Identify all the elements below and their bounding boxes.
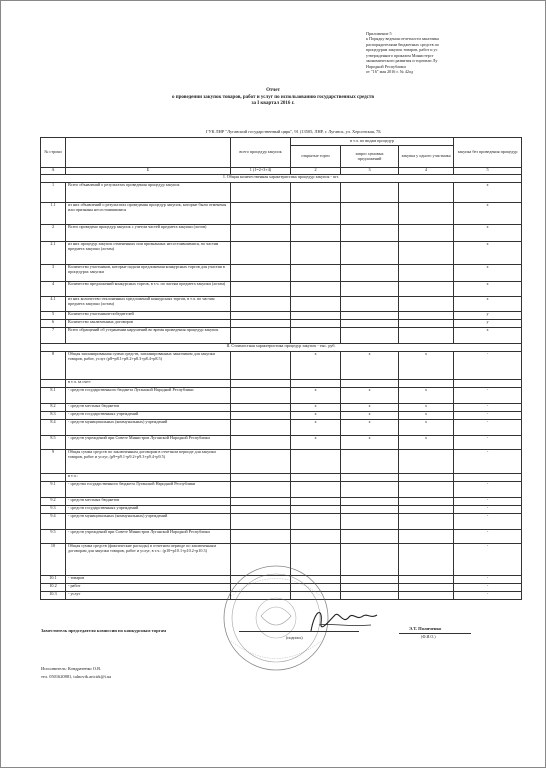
value-cell: - xyxy=(454,352,522,380)
value-cell: - xyxy=(454,498,522,506)
value-cell: х xyxy=(291,388,341,404)
value-cell: - xyxy=(454,576,522,584)
value-cell xyxy=(399,450,454,474)
value-cell xyxy=(341,482,399,498)
name-caption: (Ф.И.О.) xyxy=(421,634,436,639)
table-row xyxy=(41,242,522,265)
table-row xyxy=(41,388,522,404)
value-cell xyxy=(231,320,291,328)
value-cell xyxy=(341,450,399,474)
value-cell: х xyxy=(341,412,399,420)
value-cell: х xyxy=(399,352,454,380)
value-cell: у xyxy=(454,320,522,328)
header-row-number: № строки xyxy=(41,138,66,168)
value-cell: х xyxy=(291,352,341,380)
executor-name: Исполнитель: Кондратенко О.В. xyxy=(41,666,102,671)
value-cell xyxy=(341,297,399,312)
value-cell: х xyxy=(454,297,522,312)
value-cell: - xyxy=(454,482,522,498)
row-number: 2.1 xyxy=(41,242,66,265)
value-cell: х xyxy=(399,404,454,412)
table-row xyxy=(41,404,522,412)
value-cell xyxy=(454,380,522,388)
value-cell xyxy=(231,474,291,482)
row-number: 8.4 xyxy=(41,420,66,436)
value-cell xyxy=(399,203,454,225)
row-number: 5 xyxy=(41,312,66,320)
table-row xyxy=(41,498,522,506)
table-row xyxy=(41,297,522,312)
row-description: из них объявлений о результатах проведения процедур закупок, которые были отменены или признаны несостоявшимися xyxy=(66,203,231,225)
row-description: Всего объявлений о результатах проведения процедур закупок xyxy=(66,183,231,203)
organization-name: ГУК ЛНР "Луганский государственный цирк", 91 (13505, ЛНР, г. Луганск, ул. Херсонская, 7Б xyxy=(206,129,381,134)
value-cell xyxy=(231,352,291,380)
value-cell xyxy=(341,265,399,282)
row-description: Количество заключенных договоров xyxy=(66,320,231,328)
header-price-quotes: запрос ценовых предложений xyxy=(341,146,399,168)
row-description: Общая запланированная сумма средств, запланированных заказчиком для закупки товаров, работ, услуг (р8=р8.1+р8.2+р8.3+р8.4+р8.5) xyxy=(66,352,231,380)
value-cell xyxy=(399,592,454,600)
signature-caption: (подпись) xyxy=(286,635,303,640)
report-table xyxy=(40,137,522,600)
value-cell xyxy=(399,474,454,482)
value-cell xyxy=(454,474,522,482)
row-description: Количество участников, которые подали предложения конкурсных торгов для участия в процедурах закупки xyxy=(66,265,231,282)
row-description: - средств муниципальных (коммунальных) учреждений xyxy=(66,514,231,530)
value-cell xyxy=(291,203,341,225)
value-cell: - xyxy=(454,388,522,404)
value-cell xyxy=(399,282,454,297)
value-cell xyxy=(291,183,341,203)
value-cell xyxy=(341,203,399,225)
executor-info xyxy=(41,665,111,681)
table-row xyxy=(41,420,522,436)
value-cell xyxy=(291,482,341,498)
row-description: из них количество отклоненных предложений конкурсных торгов, в т.ч. по частям предмета закупки (лотам) xyxy=(66,297,231,312)
value-cell xyxy=(399,265,454,282)
value-cell xyxy=(341,242,399,265)
value-cell xyxy=(341,282,399,297)
row-number: 10 xyxy=(41,544,66,576)
value-cell: у xyxy=(454,312,522,320)
value-cell: х xyxy=(454,225,522,242)
value-cell xyxy=(399,544,454,576)
row-number: 8.5 xyxy=(41,436,66,450)
row-number: 9.2 xyxy=(41,498,66,506)
value-cell xyxy=(341,530,399,544)
row-number: 3 xyxy=(41,265,66,282)
value-cell xyxy=(291,506,341,514)
value-cell: - xyxy=(454,450,522,474)
value-cell: х xyxy=(291,412,341,420)
value-cell xyxy=(399,225,454,242)
value-cell: х xyxy=(291,436,341,450)
table-row xyxy=(41,450,522,474)
value-cell: х xyxy=(454,183,522,203)
value-cell xyxy=(291,282,341,297)
row-number: 7 xyxy=(41,328,66,344)
table-row xyxy=(41,412,522,420)
section-two-title: II. Стоимостная характеристика процедур закупок - тыс. руб. xyxy=(41,344,522,352)
value-cell xyxy=(231,328,291,344)
table-row xyxy=(41,320,522,328)
row-number: 4 xyxy=(41,282,66,297)
value-cell xyxy=(341,320,399,328)
value-cell xyxy=(231,450,291,474)
value-cell xyxy=(231,203,291,225)
row-number: 8.3 xyxy=(41,412,66,420)
row-number: 9.4 xyxy=(41,514,66,530)
executor-contacts: тел. 0501620881, tulnovik.artcirk@i.ua xyxy=(41,673,112,679)
value-cell xyxy=(399,328,454,344)
appendix-line: от "16" мая 2016 г. № 42од xyxy=(366,69,414,75)
value-cell xyxy=(399,320,454,328)
value-cell: х xyxy=(341,352,399,380)
row-number: 1 xyxy=(41,183,66,203)
header-by-type: в т.ч. по видам процедур xyxy=(291,138,454,146)
value-cell xyxy=(291,312,341,320)
row-number xyxy=(41,380,66,388)
value-cell xyxy=(341,592,399,600)
row-description: - средств государственных учреждений xyxy=(66,506,231,514)
value-cell xyxy=(231,388,291,404)
report-title xyxy=(1,88,545,108)
table-row xyxy=(41,328,522,344)
row-number: 4.1 xyxy=(41,297,66,312)
code-cell: 4 xyxy=(399,168,454,175)
row-description: Общая сумма средств по заключенным договорам в отчетном периоде для закупки товаров, работ и услуг, (р9=р9.1+р9.2+р9.3+р9.4+р9.5) xyxy=(66,450,231,474)
table-row xyxy=(41,352,522,380)
row-number: 10.2 xyxy=(41,584,66,592)
value-cell xyxy=(231,297,291,312)
value-cell xyxy=(231,265,291,282)
value-cell xyxy=(291,474,341,482)
value-cell: - xyxy=(454,530,522,544)
value-cell: х xyxy=(399,412,454,420)
row-description: - услуг xyxy=(66,592,231,600)
row-description: - работ xyxy=(66,584,231,592)
row-description: в т.ч.: xyxy=(66,474,231,482)
table-row xyxy=(41,436,522,450)
row-number: 1.1 xyxy=(41,203,66,225)
table-row xyxy=(41,474,522,482)
value-cell xyxy=(231,225,291,242)
value-cell xyxy=(399,530,454,544)
value-cell xyxy=(291,380,341,388)
report-title-line3: за I квартал 2016 г. xyxy=(251,101,295,106)
signature-label: Заместитель председателя комиссии по конкурсным торгам xyxy=(41,628,167,633)
value-cell xyxy=(291,265,341,282)
table-row xyxy=(41,203,522,225)
row-number: 2 xyxy=(41,225,66,242)
value-cell: х xyxy=(399,388,454,404)
row-number: 8.2 xyxy=(41,404,66,412)
row-description: - средств местных бюджетов xyxy=(66,404,231,412)
appendix-line: утвержденного приказом Министерст xyxy=(366,52,434,58)
header-open-tenders: открытые торги xyxy=(291,146,341,168)
value-cell: - xyxy=(454,436,522,450)
value-cell: х xyxy=(454,265,522,282)
row-number: 9 xyxy=(41,450,66,474)
signatory-name: Э.Т. Поличенко xyxy=(409,626,442,631)
value-cell xyxy=(341,576,399,584)
code-cell: 2 xyxy=(291,168,341,175)
row-description: - товаров xyxy=(66,576,231,584)
value-cell xyxy=(399,506,454,514)
code-cell: А xyxy=(41,168,66,175)
row-description: Количество участников-победителей xyxy=(66,312,231,320)
code-cell: 5 xyxy=(454,168,522,175)
value-cell xyxy=(231,506,291,514)
value-cell xyxy=(291,225,341,242)
value-cell: х xyxy=(399,420,454,436)
value-cell: - xyxy=(454,404,522,412)
row-number: 10.3 xyxy=(41,592,66,600)
value-cell: х xyxy=(291,404,341,412)
value-cell xyxy=(399,297,454,312)
row-number: 8.1 xyxy=(41,388,66,404)
row-description: Всего обращений об устранении нарушений во время проведения процедур закупок xyxy=(66,328,231,344)
row-description: - средств муниципальных (коммунальных) учреждений xyxy=(66,420,231,436)
value-cell xyxy=(399,514,454,530)
value-cell xyxy=(341,328,399,344)
value-cell xyxy=(291,320,341,328)
table-row xyxy=(41,506,522,514)
row-description: - средств учреждений при Совете Министров Луганской Народной Республики xyxy=(66,436,231,450)
value-cell xyxy=(341,506,399,514)
row-description: - средства государственного бюджета Луганской Народной Республики xyxy=(66,482,231,498)
table-row xyxy=(41,265,522,282)
value-cell xyxy=(341,225,399,242)
row-number: 6 xyxy=(41,320,66,328)
value-cell xyxy=(231,312,291,320)
value-cell: - xyxy=(454,592,522,600)
signature-line xyxy=(239,631,359,632)
value-cell: х xyxy=(454,328,522,344)
value-cell: х xyxy=(341,404,399,412)
header-blank xyxy=(66,138,231,168)
value-cell xyxy=(341,474,399,482)
appendix-note xyxy=(366,31,526,75)
value-cell xyxy=(399,584,454,592)
value-cell: - xyxy=(454,514,522,530)
value-cell xyxy=(341,544,399,576)
value-cell xyxy=(341,584,399,592)
code-cell: 3 xyxy=(341,168,399,175)
value-cell: - xyxy=(454,584,522,592)
value-cell: х xyxy=(341,388,399,404)
value-cell xyxy=(231,498,291,506)
row-number: 8 xyxy=(41,352,66,380)
row-description: Общая сумма средств (фактические расходы) в отчетном периоде по заключенным договорам для закупки товаров, работ и услуг, в т.ч.: (р10=р10.1+р10.2+р10.3) xyxy=(66,544,231,576)
value-cell: х xyxy=(341,420,399,436)
value-cell xyxy=(231,436,291,450)
value-cell xyxy=(399,380,454,388)
value-cell: х xyxy=(399,436,454,450)
row-description: в т.ч. за счет: xyxy=(66,380,231,388)
row-description: - средств местных бюджетов xyxy=(66,498,231,506)
value-cell xyxy=(341,380,399,388)
table-row xyxy=(41,514,522,530)
table-row xyxy=(41,183,522,203)
value-cell xyxy=(231,183,291,203)
appendix-line: распорядителями бюджетных средств по xyxy=(366,41,440,47)
value-cell xyxy=(399,242,454,265)
code-row xyxy=(41,168,522,175)
value-cell xyxy=(291,328,341,344)
value-cell xyxy=(341,498,399,506)
table-row xyxy=(41,482,522,498)
value-cell xyxy=(399,183,454,203)
table-row xyxy=(41,312,522,320)
table-row xyxy=(41,380,522,388)
appendix-line: Народной Республики xyxy=(366,63,406,69)
value-cell xyxy=(231,380,291,388)
value-cell xyxy=(231,242,291,265)
row-number: 10.1 xyxy=(41,576,66,584)
appendix-line: процедурам закупок товаров, работ и ус xyxy=(366,47,438,53)
section-one-title: I. Общая количественная характеристика процедур закупок - шт. xyxy=(41,175,522,183)
table-row xyxy=(41,530,522,544)
appendix-line: Приложение 5 xyxy=(366,31,392,36)
value-cell xyxy=(399,576,454,584)
value-cell: х xyxy=(454,242,522,265)
row-description: Количество предложений конкурсных торгов, в т.ч. по частям предмета закупки (лотам) xyxy=(66,282,231,297)
row-number: 9.5 xyxy=(41,530,66,544)
value-cell xyxy=(291,514,341,530)
table-row xyxy=(41,225,522,242)
value-cell xyxy=(341,183,399,203)
row-number xyxy=(41,474,66,482)
value-cell xyxy=(341,514,399,530)
header-no-procedure: закупка без проведения процедур xyxy=(454,138,522,168)
value-cell: х xyxy=(454,282,522,297)
value-cell xyxy=(341,312,399,320)
section-two xyxy=(41,344,522,352)
value-cell: х xyxy=(341,436,399,450)
value-cell xyxy=(291,450,341,474)
section-one xyxy=(41,175,522,183)
appendix-line: к Порядку ведения отчетности заказчика xyxy=(366,36,439,42)
value-cell: - xyxy=(454,544,522,576)
value-cell xyxy=(231,482,291,498)
value-cell xyxy=(231,530,291,544)
value-cell xyxy=(231,420,291,436)
row-description: - средств государственных учреждений xyxy=(66,412,231,420)
code-cell: 1 (1=2+3+4) xyxy=(231,168,291,175)
value-cell: - xyxy=(454,412,522,420)
row-number: 9.1 xyxy=(41,482,66,498)
row-number: 9.3 xyxy=(41,506,66,514)
header-single-source: закупка у одного участника xyxy=(399,146,454,168)
appendix-line: экономического развития и торговли Лу xyxy=(366,58,438,64)
value-cell xyxy=(399,498,454,506)
row-description: - средств государственного бюджета Луганской Народной Республики xyxy=(66,388,231,404)
value-cell: - xyxy=(454,420,522,436)
value-cell xyxy=(291,242,341,265)
value-cell: х xyxy=(291,420,341,436)
value-cell xyxy=(291,498,341,506)
value-cell xyxy=(231,404,291,412)
value-cell xyxy=(399,312,454,320)
value-cell xyxy=(399,482,454,498)
value-cell xyxy=(291,297,341,312)
row-description: из них процедур закупок отмененных или признанных несостоявшимися, по частям предмета закупки (лотам) xyxy=(66,242,231,265)
value-cell: - xyxy=(454,506,522,514)
value-cell xyxy=(231,282,291,297)
value-cell xyxy=(291,530,341,544)
code-cell: Б xyxy=(66,168,231,175)
row-description: Всего проведено процедур закупок с учетом частей предмета закупки (лотов) xyxy=(66,225,231,242)
value-cell: х xyxy=(454,203,522,225)
report-title-line1: Отчет xyxy=(266,88,280,93)
value-cell xyxy=(231,412,291,420)
table-row xyxy=(41,282,522,297)
row-description: - средств учреждений при Совете Министров Луганской Народной Республики xyxy=(66,530,231,544)
handwritten-signature xyxy=(301,601,381,641)
value-cell xyxy=(231,514,291,530)
header-total: всего процедур закупок xyxy=(231,138,291,168)
report-title-line2: о проведении закупок товаров, работ и услуг по использованию государственных средств xyxy=(171,94,375,100)
